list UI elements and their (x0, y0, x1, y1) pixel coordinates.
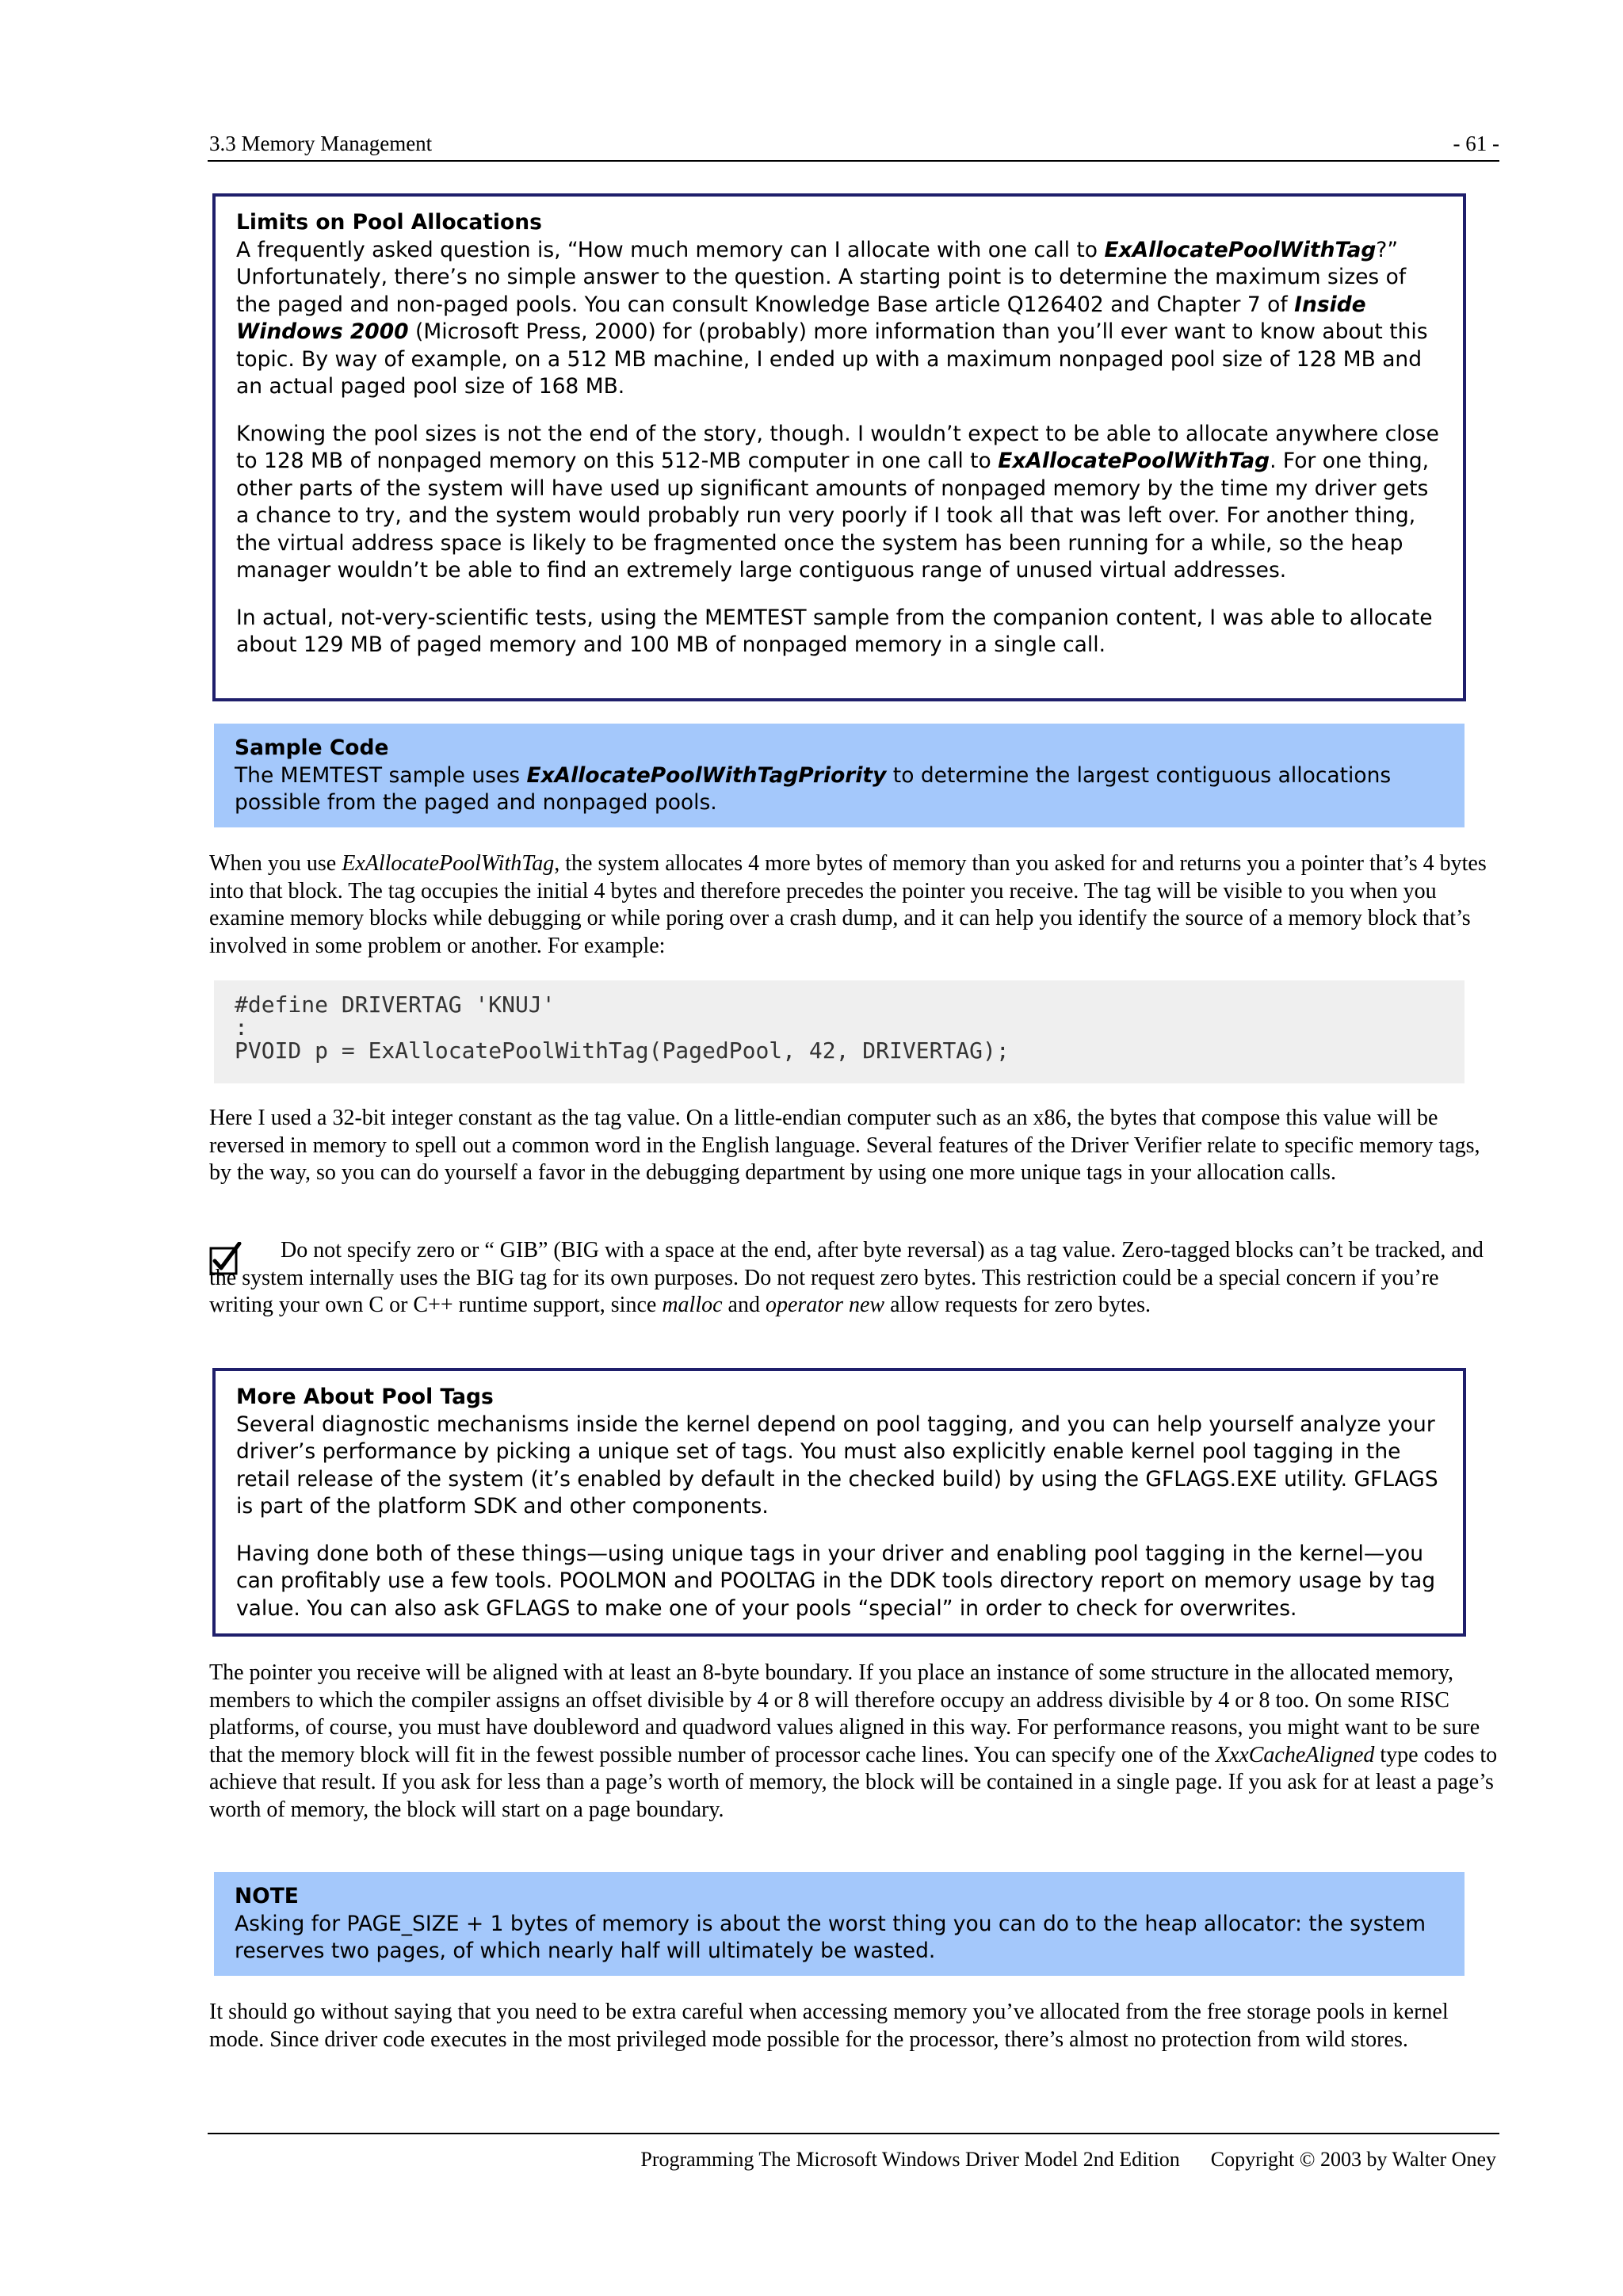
footer-divider (208, 2133, 1499, 2134)
note-title: NOTE (235, 1884, 299, 1908)
body-paragraph: It should go without saying that you need to be extra careful when accessing memory you’ve allocated from the free storage pools in kernel mode. Since driver code executes in the most privileged mode possible for the processor, there’s almost no protection from wild stores. (209, 2000, 1449, 2052)
body-paragraph: Here I used a 32-bit integer constant as the tag value. On a little-endian computer such as an x86, the bytes that compose this value will be reversed in memory to spell out a common word in the English language. Several features of the Driver Verifier relate to specific memory tags, by the way, so you can do yourself a favor in the debugging department by using one more unique tags in your allocation calls. (209, 1106, 1480, 1185)
code-block (214, 980, 1465, 1083)
function-name: ExAllocatePoolWithTagPriority (526, 762, 887, 788)
note-title: Sample Code (235, 735, 389, 760)
function-name: ExAllocatePoolWithTag (998, 449, 1270, 473)
note-text: Asking for PAGE_SIZE + 1 bytes of memory is about the worst thing you can do to the heap allocator: the system reserves two pages, of which nearly half will ultimately be wasted. (235, 1911, 1426, 1963)
sample-code-note (214, 724, 1465, 827)
body-paragraph-warning: Do not specify zero or “ GIB” (BIG with a space at the end, after byte reversal) as a tag value. Zero-tagged blocks can’t be tracked, and the system internally uses the BIG tag for its own purposes. Do not request zero bytes. This restriction could be a special concern if you’re writing your own C or C++ runtime support, since malloc and operator new allow requests for zero bytes. (209, 1238, 1484, 1317)
body-paragraph: The pointer you receive will be aligned with at least an 8-byte boundary. If you place an instance of some structure in the allocated memory, members to which the compiler assigns an offset divisible by 4 or 8 will therefore occupy an address divisible by 4 or 8 too. On some RISC platforms, of course, you must have doubleword and quadword values aligned in this way. For performance reasons, you might want to be sure that the memory block will fit in the fewest possible number of processor cache lines. You can specify one of the XxxCacheAligned type codes to achieve that result. If you ask for less than a page’s worth of memory, the block will be contained in a single page. If you ask for at least a page’s worth of memory, the block will start on a page boundary. (209, 1660, 1498, 1822)
section-title: 3.3 Memory Management (209, 132, 433, 155)
copyright: Copyright © 2003 by Walter Oney (1210, 2148, 1496, 2171)
code-line: #define DRIVERTAG 'KNUJ' (235, 991, 556, 1018)
sidebar-paragraph: A frequently asked question is, “How much memory can I allocate with one call to ExAllocatePoolWithTag?” Unfortunately, there’s no simple answer to the question. A starting point is to determine the maximum sizes of the paged and non-paged pools. You can consult Knowledge Base article Q126402 and Chapter 7 of Inside Windows 2000 (Microsoft Press, 2000) for (probably) more information than you’ll ever want to know about this topic. By way of example, on a 512 MB machine, I ended up with a maximum nonpaged pool size of 128 MB and an actual paged pool size of 168 MB. (236, 237, 1428, 399)
book-title: Inside Windows 2000 (236, 292, 1366, 344)
page-footer (640, 2148, 1496, 2172)
sidebar-more-about-pool-tags (212, 1368, 1466, 1637)
sidebar-paragraph: Knowing the pool sizes is not the end of the story, though. I wouldn’t expect to be able to allocate anywhere close to 128 MB of nonpaged memory on this 512-MB computer in one call to ExAllocatePoolWithTag. For one thing, other parts of the system will have used up significant amounts of nonpaged memory by the time my driver gets a chance to try, and the system would probably run very poorly if I took all that was left over. For another thing, the virtual address space is likely to be fragmented once the system has been running for a while, so the heap manager wouldn’t be able to find an extremely large contiguous range of unused virtual addresses. (236, 421, 1439, 583)
book-title: Programming The Microsoft Windows Driver Model 2nd Edition (640, 2148, 1180, 2171)
page-header (208, 130, 1499, 162)
sidebar-title: More About Pool Tags (236, 1385, 494, 1409)
note-text: The MEMTEST sample uses ExAllocatePoolWithTagPriority to determine the largest contiguous allocations possible from the paged and nonpaged pools. (235, 762, 1392, 815)
sidebar-paragraph: Having done both of these things—using unique tags in your driver and enabling pool tagging in the kernel—you can profitably use a few tools. POOLMON and POOLTAG in the DDK tools directory report on memory usage by tag value. You can also ask GFLAGS to make one of your pools “special” in order to check for overwrites. (236, 1541, 1436, 1621)
sidebar-paragraph: In actual, not-very-scientific tests, using the MEMTEST sample from the companion content, I was able to allocate about 129 MB of paged memory and 100 MB of nonpaged memory in a single call. (236, 605, 1433, 657)
function-name: operator new (765, 1293, 885, 1317)
function-name: ExAllocatePoolWithTag (1104, 237, 1377, 262)
sidebar-limits-on-pool-allocations (212, 193, 1466, 701)
sidebar-title: Limits on Pool Allocations (236, 210, 542, 235)
function-name: malloc (662, 1293, 723, 1317)
code-line: PVOID p = ExAllocatePoolWithTag(PagedPool, 42, DRIVERTAG); (235, 1037, 1010, 1064)
page-number: - 61 - (1453, 132, 1499, 155)
note-box (214, 1872, 1465, 1976)
body-paragraph: When you use ExAllocatePoolWithTag, the system allocates 4 more bytes of memory than you asked for and returns you a pointer that’s 4 bytes into that block. The tag occupies the initial 4 bytes and therefore precedes the pointer you receive. The tag will be visible to you when you examine memory blocks while debugging or while poring over a crash dump, and it can help you identify the source of a memory block that’s involved in some problem or another. For example: (209, 851, 1487, 958)
type-code: XxxCacheAligned (1215, 1742, 1375, 1767)
function-name: ExAllocatePoolWithTag (342, 851, 555, 876)
sidebar-paragraph: Several diagnostic mechanisms inside the kernel depend on pool tagging, and you can help yourself analyze your driver’s performance by picking a unique set of tags. You must also explicitly enable kernel pool tagging in the retail release of the system (it’s enabled by default in the checked build) by using the GFLAGS.EXE utility. GFLAGS is part of the platform SDK and other components. (236, 1412, 1438, 1519)
code-line: : (235, 1014, 248, 1041)
